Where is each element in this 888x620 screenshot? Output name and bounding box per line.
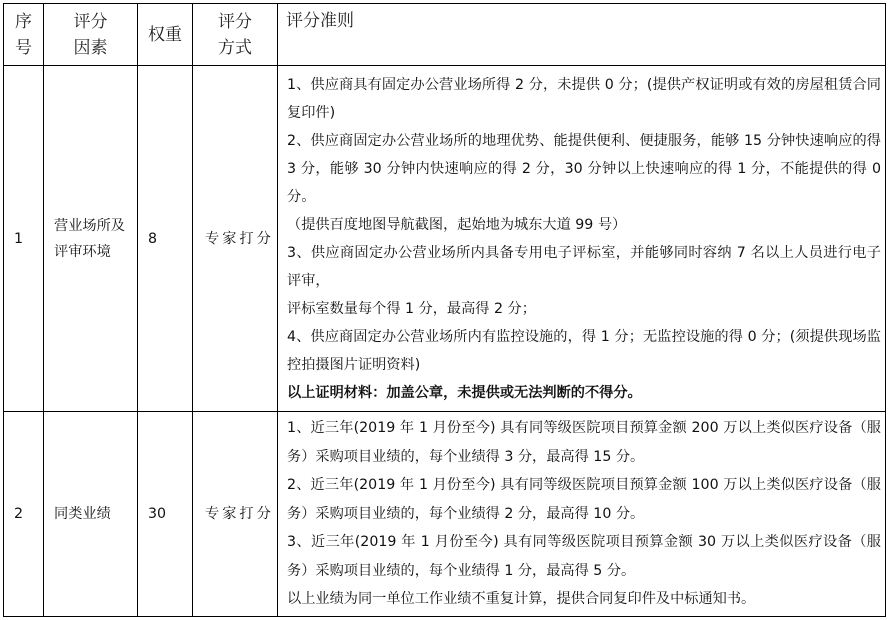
header-no (4, 4, 44, 66)
row-2-factor: 同类业绩 (44, 412, 138, 617)
table-header-row (4, 4, 886, 66)
criteria-item: 1、近三年(2019 年 1 月份至今) 具有同等级医院项目预算金额 200 万以上类似医疗设备（服务）采购项目业绩的，每个业绩得 3 分，最高得 15 分。 (287, 420, 881, 465)
row-1-criteria (278, 66, 886, 412)
criteria-item: 3、供应商固定办公营业场所内具备专用电子评标室，并能够同时容纳 7 名以上人员进行电子评审， (287, 244, 881, 289)
header-no-line-2: 号 (15, 37, 32, 58)
header-weight (138, 4, 193, 66)
criteria-item: 1、供应商具有固定办公营业场所得 2 分，未提供 0 分；(提供产权证明或有效的房屋租赁合同复印件) (287, 76, 881, 121)
row-1-weight: 8 (138, 66, 193, 412)
row-1-factor: 营业场所及评审环境 (44, 66, 138, 412)
header-criteria-label: 评分准则 (286, 11, 354, 31)
criteria-item: 评标室数量每个得 1 分，最高得 2 分； (287, 300, 536, 317)
row-2-criteria (278, 412, 886, 617)
header-method-line-1: 评分 (218, 11, 252, 32)
criteria-note: 以上业绩为同一单位工作业绩不重复计算，提供合同复印件及中标通知书。 (287, 591, 756, 607)
table-row (4, 66, 886, 412)
header-no-line-1: 序 (15, 11, 32, 32)
header-criteria (278, 4, 886, 66)
header-weight-label: 权重 (148, 24, 182, 45)
table-row (4, 412, 886, 617)
criteria-item: 4、供应商固定办公营业场所内有监控设施的，得 1 分；无监控设施的得 0 分；(须提供现场监控拍摄图片证明资料) (287, 328, 881, 373)
header-factor-line-2: 因素 (73, 37, 108, 58)
row-2-weight: 30 (138, 412, 193, 617)
criteria-item: 2、供应商固定办公营业场所的地理优势、能提供便利、便捷服务，能够 15 分钟快速响应的得 3 分，能够 30 分钟内快速响应的得 2 分，30 分钟以上快速响应的得 1 分，不能提供的得 0 分。 (287, 132, 881, 205)
criteria-item: 2、近三年(2019 年 1 月份至今) 具有同等级医院项目预算金额 100 万以上类似医疗设备（服务）采购项目业绩的，每个业绩得 2 分，最高得 10 分。 (287, 477, 881, 522)
scoring-table (3, 3, 886, 617)
header-factor-line-1: 评分 (73, 11, 108, 32)
row-1-number: 1 (4, 66, 44, 412)
criteria-item: （提供百度地图导航截图，起始地为城东大道 99 号） (287, 216, 627, 233)
row-2-number: 2 (4, 412, 44, 617)
criteria-item: 3、近三年(2019 年 1 月份至今) 具有同等级医院项目预算金额 30 万以上类似医疗设备（服务）采购项目业绩的，每个业绩得 1 分，最高得 5 分。 (287, 534, 881, 579)
header-factor (44, 4, 138, 66)
header-method (193, 4, 278, 66)
criteria-note: 以上证明材料：加盖公章，未提供或无法判断的不得分。 (287, 384, 642, 401)
row-1-method: 专家打分 (193, 66, 278, 412)
header-method-line-2: 方式 (218, 37, 252, 58)
row-2-method: 专家打分 (193, 412, 278, 617)
